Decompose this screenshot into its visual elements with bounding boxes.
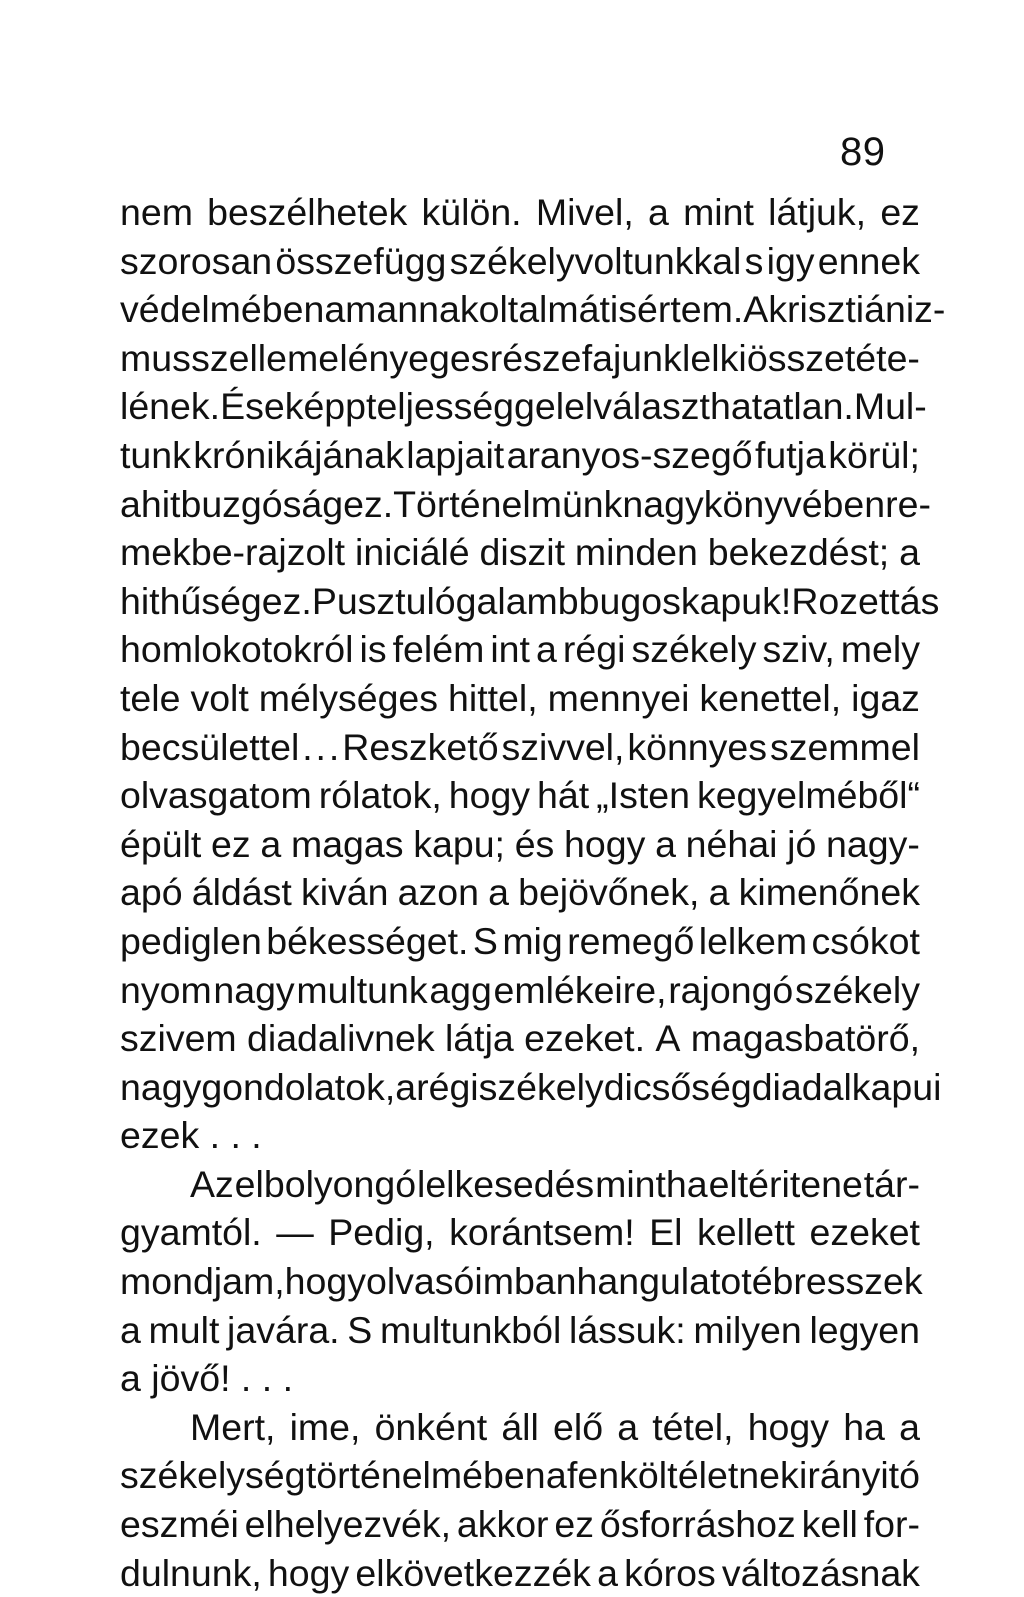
text-line: a mult javára. S multunkból lássuk: milyen legyen bbox=[120, 1308, 920, 1351]
text-line: szivem diadalivnek látja ezeket. A magasbatörő, bbox=[120, 1017, 920, 1060]
body-text bbox=[120, 188, 946, 1597]
text-line: Az elbolyongó lelkesedés mintha eltéritene tár- bbox=[190, 1162, 920, 1205]
text-line: pediglen békességet. S mig remegő lelkem csókot bbox=[120, 919, 920, 962]
text-line: székelység történelmében a fenkölt életnek irányitó bbox=[120, 1454, 920, 1497]
text-line: mus szelleme lényeges része fajunk lelki összetéte- bbox=[120, 336, 920, 379]
text-line: tunk krónikájának lapjait aranyos-szegő futja körül; bbox=[120, 433, 920, 476]
text-line: tele volt mélységes hittel, mennyei kenettel, igaz bbox=[120, 676, 920, 719]
text-line: ezek . . . bbox=[120, 1114, 262, 1157]
text-line: a hitbuzgóság ez. Történelmünk nagykönyvében re- bbox=[120, 482, 931, 525]
text-line: becsülettel . . . Reszkető szivvel, könnyes szemmel bbox=[120, 725, 920, 768]
text-line: nem beszélhetek külön. Mivel, a mint látjuk, ez bbox=[120, 191, 920, 233]
page-number: 89 bbox=[840, 130, 886, 174]
text-line: nyom nagy multunk agg emlékeire, rajongó székely bbox=[120, 968, 920, 1011]
text-line: védelmében amannak oltalmát is értem. A krisztiániz- bbox=[120, 288, 946, 331]
text-line: épült ez a magas kapu; és hogy a néhai jó nagy- bbox=[120, 822, 920, 865]
text-line: Mert, ime, önként áll elő a tétel, hogy ha a bbox=[190, 1405, 920, 1448]
text-line: mekbe-rajzolt iniciálé diszit minden bekezdést; a bbox=[120, 531, 920, 574]
text-line: mondjam, hogy olvasóimban hangulatot ébresszek bbox=[120, 1260, 923, 1303]
text-line: a jövő! . . . bbox=[120, 1357, 293, 1400]
text-line: apó áldást kiván azon a bejövőnek, a kimenőnek bbox=[120, 871, 920, 914]
text-line: gyamtól. — Pedig, korántsem! El kellett ezeket bbox=[120, 1211, 920, 1254]
text-line: homlokotokról is felém int a régi székely sziv, mely bbox=[120, 628, 920, 671]
text-line: dulnunk, hogy elkövetkezzék a kóros változásnak bbox=[120, 1551, 920, 1594]
text-line: olvasgatom rólatok, hogy hát „Isten kegyelméből“ bbox=[120, 774, 920, 817]
text-line: hithűség ez. Pusztuló galambbugos kapuk! Rozettás bbox=[120, 579, 940, 622]
text-line: szorosan összefügg székelyvoltunkkal s igy ennek bbox=[120, 239, 920, 282]
text-line: nagy gondolatok, a régi székely dicsőség diadalkapui bbox=[120, 1065, 942, 1108]
text-line: lének. És eképp teljességgel elválaszthatatlan. Mul- bbox=[120, 385, 927, 428]
text-line: eszméi elhelyezvék, akkor ez ősforráshoz kell for- bbox=[120, 1503, 920, 1546]
